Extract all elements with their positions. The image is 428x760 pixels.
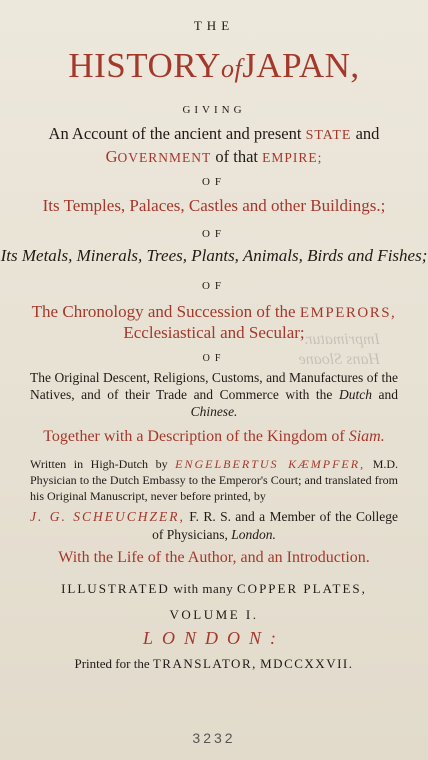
printed-line: Printed for the TRANSLATOR, MDCCXXVII.: [74, 656, 354, 671]
life-line: With the Life of the Author, and an Introduction.: [58, 549, 370, 566]
chronology-line: The Chronology and Succession of the EMPERORS,: [31, 302, 397, 321]
of-separator: OF: [202, 353, 226, 364]
of-separator: OF: [201, 280, 227, 292]
original-descent-paragraph: The Original Descent, Religions, Customs, and Manufactures of the Natives, and of their Trade and Commerce with the Dutch and Chinese.: [30, 370, 399, 419]
show-through-imprint: Imprimatur. Hans Sloane: [298, 331, 380, 368]
heading-the: THE: [193, 18, 235, 33]
translator-paragraph: J. G. SCHEUCHZER, F. R. S. and a Member of the College of Physicians, London.: [30, 509, 399, 542]
metals-line: Its Metals, Minerals, Trees, Plants, Animals, Birds and Fishes;: [0, 246, 428, 265]
temples-line: Its Temples, Palaces, Castles and other Buildings.;: [42, 196, 386, 215]
london-line: LONDON:: [142, 628, 285, 648]
giving-line: GIVING: [182, 104, 246, 116]
author-paragraph: Written in High-Dutch by ENGELBERTUS KÆMPFER, M.D. Physician to the Dutch Embassy to the Emperor's Court; and translated from his Original Manuscript, never before printed, by: [30, 457, 399, 503]
of-separator: OF: [201, 176, 227, 188]
illustrated-line: ILLUSTRATED with many COPPER PLATES,: [61, 581, 367, 596]
account-line: An Account of the ancient and present STATE and: [48, 124, 380, 143]
of-separator: OF: [201, 228, 227, 240]
together-line: Together with a Description of the Kingdom of Siam.: [43, 428, 385, 445]
shelf-number: 3232: [192, 730, 236, 746]
ecclesiastical-line: Ecclesiastical and Secular;: [123, 323, 305, 342]
government-line: GOVERNMENT of that EMPIRE;: [105, 147, 323, 166]
main-title: HISTORYofJAPAN,: [68, 46, 360, 85]
volume-line: VOLUME I.: [169, 607, 259, 622]
